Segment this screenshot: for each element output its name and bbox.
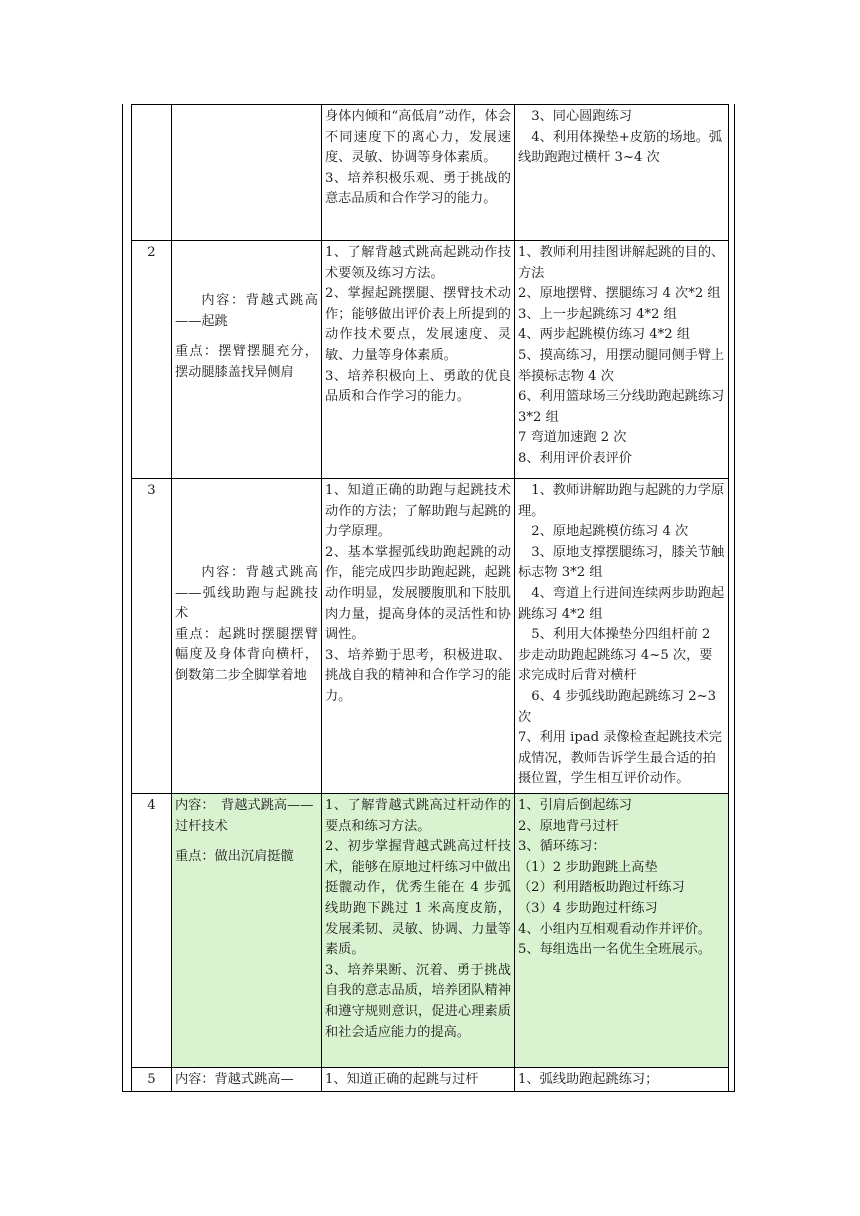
- method-text: 1、引肩后倒起练习: [518, 798, 632, 813]
- method-text: 5、摸高练习，用摆动腿同侧手臂上举摸标志物 4 次: [518, 347, 725, 384]
- table-row: [132, 241, 729, 479]
- goals-cell: [322, 479, 515, 794]
- outer-border-right: [734, 104, 735, 1092]
- goal-text: 1、知道正确的助跑与起跳技术动作的方法；了解助跑与起跳的力学原理。: [325, 483, 511, 540]
- goal-text: 2、掌握起跳摆腿、摆臂技术动作；能够做出评价表上所提到的动作技术要点，发展速度、灵敏、力量等身体素质。: [325, 286, 511, 363]
- methods-cell: [515, 241, 729, 479]
- goal-text: 3、培养积极乐观、勇于挑战的意志品质和合作学习的能力。: [325, 170, 511, 207]
- method-text: 8、利用评价表评价: [518, 450, 632, 466]
- method-text: 1、教师讲解助跑与起跳的力学原理。: [518, 483, 725, 519]
- goal-text: 1、了解背越式跳高起跳动作技术要领及练习方法。: [325, 245, 511, 281]
- goals-cell: [322, 1068, 515, 1092]
- lesson-number-cell: [132, 105, 172, 241]
- method-text: 7、利用 ipad 录像检查起跳技术完成情况，教师告诉学生最合适的拍摄位置，学生相互评价动作。: [518, 730, 722, 787]
- lesson-number-cell: 3: [132, 479, 172, 794]
- content-cell: [172, 1068, 322, 1092]
- goal-text: 身体内倾和“高低肩”动作，体会不同速度下的离心力，发展速度、灵敏、协调等身体素质。: [325, 109, 511, 166]
- lesson-number-cell: 2: [132, 241, 172, 479]
- content-text: 内容：背越式跳高——弧线助跑与起跳技术: [175, 565, 318, 622]
- content-cell: [172, 479, 322, 794]
- method-text: 1、弧线助跑起跳练习；: [518, 1072, 659, 1087]
- method-text: （3）4 步助跑过杆练习: [518, 900, 658, 916]
- content-text: 内容：背越式跳高——起跳: [175, 293, 318, 329]
- content-text: 内容： 背越式跳高——过杆技术: [175, 798, 314, 834]
- goal-text: 2、基本掌握弧线助跑起跳的动作，能完成四步助跑起跳，起跳动作明显，发展腰腹肌和下肢肌肉力量，提高身体的灵活性和协调性。: [325, 544, 511, 643]
- method-text: 4、小组内互相观看动作并评价。: [518, 921, 712, 937]
- method-text: 6、4 步弧线助跑起跳练习 2~3 次: [518, 688, 717, 725]
- lesson-number-cell: 5: [132, 1068, 172, 1092]
- method-text: 4、利用体操垫+皮筋的场地。弧线助跑跑过横杆 3~4 次: [518, 129, 723, 166]
- methods-cell: [515, 794, 729, 1068]
- content-text: 内容：背越式跳高—: [175, 1072, 294, 1087]
- goals-cell: [322, 241, 515, 479]
- goals-cell: [322, 105, 515, 241]
- table-row: [132, 105, 729, 241]
- goal-text: 2、初步掌握背越式跳高过杆技术，能够在原地过杆练习中做出挺髋动作，优秀生能在 4 步弧线助跑下跳过 1 米高度皮筋，发展柔韧、灵敏、协调、力量等素质。: [325, 839, 511, 958]
- outer-border-left: [122, 104, 123, 1092]
- key-point-text: 重点：摆臂摆腿充分，摆动腿膝盖找异侧肩: [175, 344, 318, 380]
- method-text: （1）2 步助跑跳上高垫: [518, 859, 658, 875]
- table-row: [132, 479, 729, 794]
- goals-cell: [322, 794, 515, 1068]
- lesson-plan-table: [131, 104, 729, 1092]
- method-text: 1、教师利用挂图讲解起跳的目的、方法: [518, 245, 725, 281]
- methods-cell: [515, 479, 729, 794]
- method-text: （2）利用踏板助跑过杆练习: [518, 880, 685, 896]
- content-cell: [172, 794, 322, 1068]
- method-text: 2、原地摆臂、摆腿练习 4 次*2 组: [518, 286, 721, 302]
- table-row-highlighted: [132, 794, 729, 1068]
- method-text: 3、循环练习：: [518, 839, 606, 855]
- method-text: 7 弯道加速跑 2 次: [518, 430, 627, 446]
- key-point-text: 重点：起跳时摆腿摆臂幅度及身体背向横杆，倒数第二步全脚掌着地: [175, 626, 318, 683]
- methods-cell: [515, 1068, 729, 1092]
- method-text: 3、原地支撑摆腿练习，膝关节触标志物 3*2 组: [518, 544, 725, 581]
- methods-cell: [515, 105, 729, 241]
- method-text: 3、上一步起跳练习 4*2 组: [518, 306, 677, 322]
- method-text: 4、弯道上行进间连续两步助跑起跳练习 4*2 组: [518, 585, 725, 622]
- method-text: 2、原地背弓过杆: [518, 818, 619, 834]
- content-cell: [172, 241, 322, 479]
- goal-text: 3、培养果断、沉着、勇于挑战自我的意志品质，培养团队精神和遵守规则意识，促进心理素质和社会适应能力的提高。: [325, 962, 511, 1040]
- content-cell: [172, 105, 322, 241]
- goal-text: 3、培养积极向上、勇敢的优良品质和合作学习的能力。: [325, 368, 511, 405]
- method-text: 2、原地起跳模仿练习 4 次: [531, 524, 689, 540]
- method-text: 4、两步起跳模仿练习 4*2 组: [518, 327, 691, 343]
- method-text: 5、利用大体操垫分四组杆前 2 步走动助跑起跳练习 4~5 次，要求完成时后背对横杆: [518, 627, 713, 684]
- goal-text: 1、知道正确的起跳与过杆: [325, 1072, 479, 1087]
- method-text: 3、同心圆跑练习: [531, 109, 632, 124]
- method-text: 6、利用篮球场三分线助跑起跳练习 3*2 组: [518, 389, 725, 425]
- lesson-number-cell: 4: [132, 794, 172, 1068]
- table-row: [132, 1068, 729, 1092]
- method-text: 5、每组选出一名优生全班展示。: [518, 942, 712, 958]
- goal-text: 1、了解背越式跳高过杆动作的要点和练习方法。: [325, 798, 511, 834]
- key-point-text: 重点：做出沉肩挺髋: [175, 849, 294, 865]
- goal-text: 3、培养勤于思考，积极进取、挑战自我的精神和合作学习的能力。: [325, 647, 511, 704]
